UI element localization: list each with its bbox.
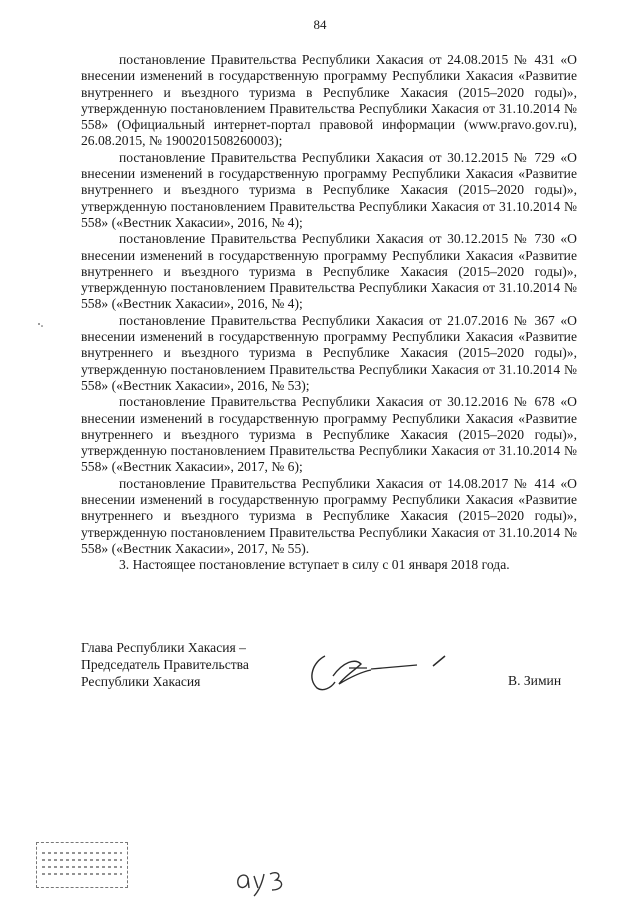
signer-name: В. Зимин <box>508 673 562 688</box>
scan-speck <box>37 322 45 328</box>
closing-clause: 3. Настоящее постановление вступает в силу с 01 января 2018 года. <box>119 557 510 573</box>
list-item-paragraph: постановление Правительства Республики Хакасия от 30.12.2016 № 678 «О внесении изменений в государственную программу Республики Хакасия «Развитие внутреннего и въездного туризма в Республике Хакасия (2015–2020 годы)», утвержденную постановлением Правительства Республики Хакасия от 31.10.2014 № 558» («Вестник Хакасии», 2017, № 6); <box>81 394 577 475</box>
signatory-title <box>81 639 249 690</box>
stamp-line <box>42 852 122 854</box>
stamp-line <box>42 873 122 875</box>
list-item-paragraph: постановление Правительства Республики Хакасия от 30.12.2015 № 729 «О внесении изменений в государственную программу Республики Хакасия «Развитие внутреннего и въездного туризма в Республике Хакасия (2015–2020 годы)», утвержденную постановлением Правительства Республики Хакасия от 31.10.2014 № 558» («Вестник Хакасии», 2016, № 4); <box>81 149 577 230</box>
list-item-paragraph: постановление Правительства Республики Хакасия от 21.07.2016 № 367 «О внесении изменений в государственную программу Республики Хакасия «Развитие внутреннего и въездного туризма в Республике Хакасия (2015–2020 годы)», утвержденную постановлением Правительства Республики Хакасия от 31.10.2014 № 558» («Вестник Хакасии», 2016, № 53); <box>81 312 577 393</box>
handwritten-mark <box>232 862 292 898</box>
document-body <box>81 52 577 574</box>
page-number: 84 <box>313 17 327 32</box>
signatory-title-line: Председатель Правительства <box>81 657 249 672</box>
registration-stamp <box>36 842 128 888</box>
stamp-line <box>42 866 122 868</box>
signatory-title-line: Глава Республики Хакасия – <box>81 640 246 655</box>
list-item-paragraph: постановление Правительства Республики Хакасия от 30.12.2015 № 730 «О внесении изменений в государственную программу Республики Хакасия «Развитие внутреннего и въездного туризма в Республике Хакасия (2015–2020 годы)», утвержденную постановлением Правительства Республики Хакасия от 31.10.2014 № 558» («Вестник Хакасии», 2016, № 4); <box>81 231 577 312</box>
list-item-paragraph: постановление Правительства Республики Хакасия от 14.08.2017 № 414 «О внесении изменений в государственную программу Республики Хакасия «Развитие внутреннего и въездного туризма в Республике Хакасия (2015–2020 годы)», утвержденную постановлением Правительства Республики Хакасия от 31.10.2014 № 558» («Вестник Хакасии», 2017, № 55). <box>81 475 577 556</box>
signatory-title-line: Республики Хакасия <box>81 674 201 689</box>
list-item-paragraph: постановление Правительства Республики Хакасия от 24.08.2015 № 431 «О внесении изменений в государственную программу Республики Хакасия «Развитие внутреннего и въездного туризма в Республике Хакасия (2015–2020 годы)», утвержденную постановлением Правительства Республики Хакасия от 31.10.2014 № 558» (Официальный интернет-портал правовой информации (www.pravo.gov.ru), 26.08.2015, № 1900201508260003); <box>81 52 577 149</box>
handwritten-signature <box>305 648 455 698</box>
stamp-line <box>42 859 122 861</box>
